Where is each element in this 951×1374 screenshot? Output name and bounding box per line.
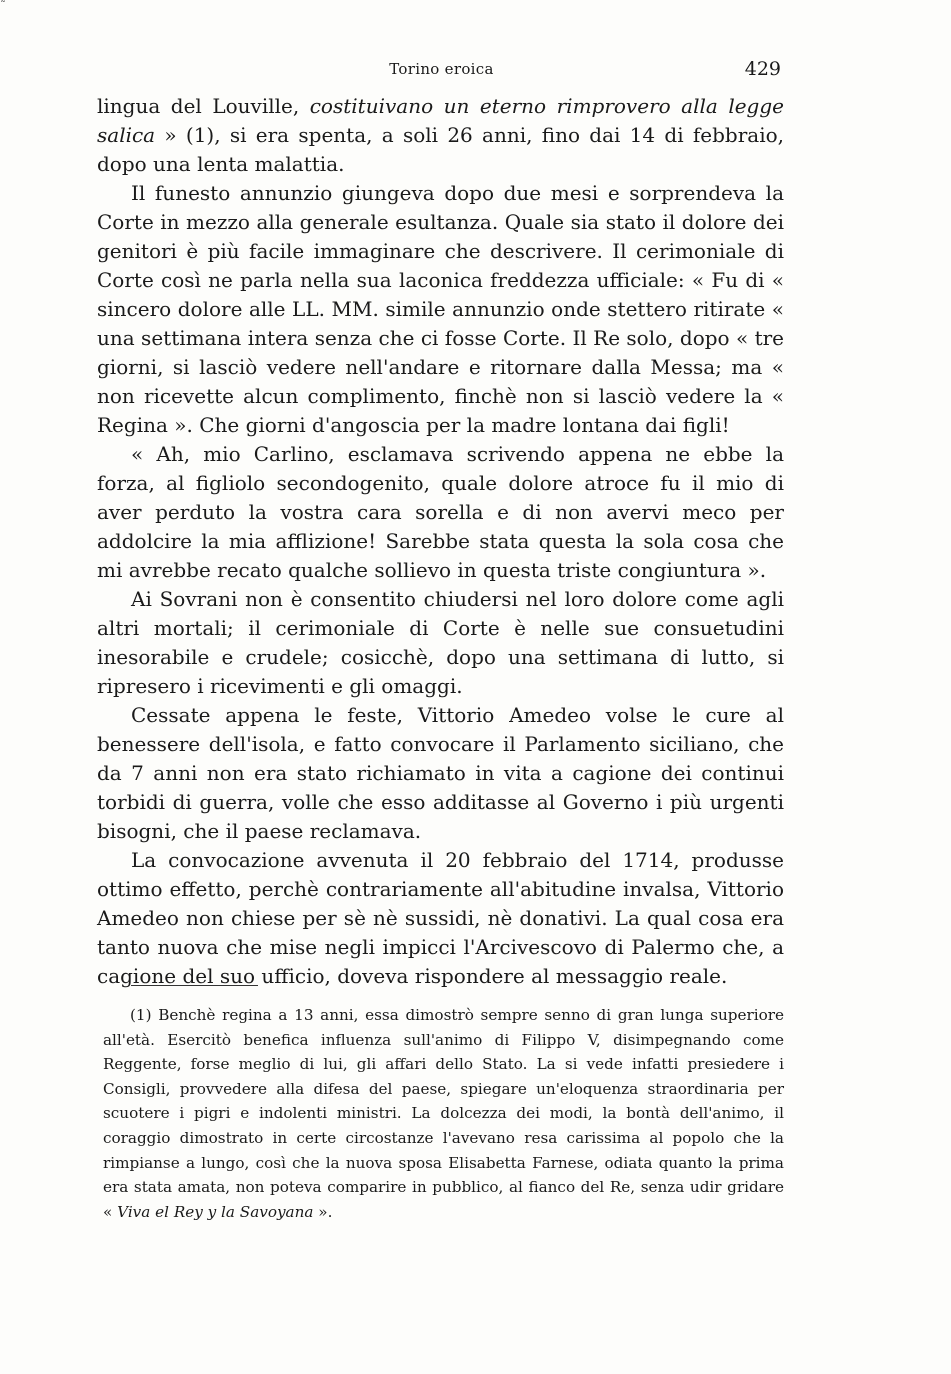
paragraph-6: La convocazione avvenuta il 20 febbraio del 1714, produsse ottimo effetto, perchè contrariamente all'abitudine invalsa, Vittorio Amedeo non chiese per sè nè sussidi, nè donativi. La qual cosa era tanto nuova che mise negli impicci l'Arcivescovo di Palermo che, a cagione del suo ufficio, doveva rispondere al messaggio reale. [97, 848, 784, 988]
footnote-italic-quote: Viva el Rey y la Savoyana [117, 1202, 314, 1221]
scan-corner-mark: ˜ [0, 0, 6, 13]
paragraph-4: Ai Sovrani non è consentito chiudersi nel loro dolore come agli altri mortali; il cerimoniale di Corte è nelle sue consuetudini inesorabile e crudele; cosicchè, dopo una settimana di lutto, si ripresero i ricevimenti e gli omaggi. [97, 587, 784, 698]
running-title: Torino eroica [389, 60, 494, 78]
footnote [103, 1003, 784, 1224]
page-number: 429 [744, 58, 781, 80]
footnote-1 [103, 1003, 784, 1224]
page-header [100, 58, 783, 82]
paragraph-3: « Ah, mio Carlino, esclamava scrivendo appena ne ebbe la forza, al figliolo secondogenito, quale dolore atroce fu il mio di aver perduto la vostra cara sorella e di non avervi meco per addolcire la mia afflizione! Sarebbe stata questa la sola cosa che mi avrebbe recato qualche sollievo in questa triste congiuntura ». [97, 442, 784, 582]
paragraph-1 [97, 92, 784, 179]
paragraph-1-end: » (1), si era spenta, a soli 26 anni, fino dai 14 di febbraio, dopo una lenta malattia. [97, 123, 784, 176]
main-text [97, 92, 784, 991]
quoted-italic-phrase: costituivano un eterno rimprovero alla legge salica [97, 94, 785, 147]
footnote-separator [131, 985, 258, 986]
paragraph-2: Il funesto annunzio giungeva dopo due mesi e sorprendeva la Corte in mezzo alla generale esultanza. Quale sia stato il dolore dei genitori è più facile immaginare che descrivere. Il cerimoniale di Corte così ne parla nella sua laconica freddezza ufficiale: « Fu di « sincero dolore alle LL. MM. simile annunzio onde stettero ritirate « una settimana intera senza che ci fosse Corte. Il Re solo, dopo « tre giorni, si lasciò vedere nell'andare e ritornare dalla Messa; ma « non ricevette alcun complimento, finchè non si lasciò vedere la « Regina ». Che giorni d'angoscia per la madre lontana dai figli! [97, 181, 784, 437]
paragraph-5: Cessate appena le feste, Vittorio Amedeo volse le cure al benessere dell'isola, e fatto convocare il Parlamento siciliano, che da 7 anni non era stato richiamato in vita a cagione dei continui torbidi di guerra, volle che esso additasse al Governo i più urgenti bisogni, che il paese reclamava. [97, 703, 784, 843]
footnote-end: ». [313, 1202, 333, 1221]
paragraph-1-start: lingua del Louville, [97, 94, 310, 118]
footnote-text: (1) Benchè regina a 13 anni, essa dimostrò sempre senno di gran lunga superiore all'età. Esercitò benefica influenza sull'animo di Filippo V, disimpegnando come Reggente, forse meglio di lui, gli affari dello Stato. La si vede infatti presiedere i Consigli, provvedere alla difesa del paese, spiegare un'eloquenza straordinaria per scuotere i pigri e indolenti ministri. La dolcezza dei modi, la bontà dell'animo, il coraggio dimostrato in certe circostanze l'avevano resa carissima al popolo che la rimpianse a lungo, così che la nuova sposa Elisabetta Farnese, odiata quanto la prima era stata amata, non poteva comparire in pubblico, al fianco del Re, senza udir gridare « [103, 1006, 784, 1221]
